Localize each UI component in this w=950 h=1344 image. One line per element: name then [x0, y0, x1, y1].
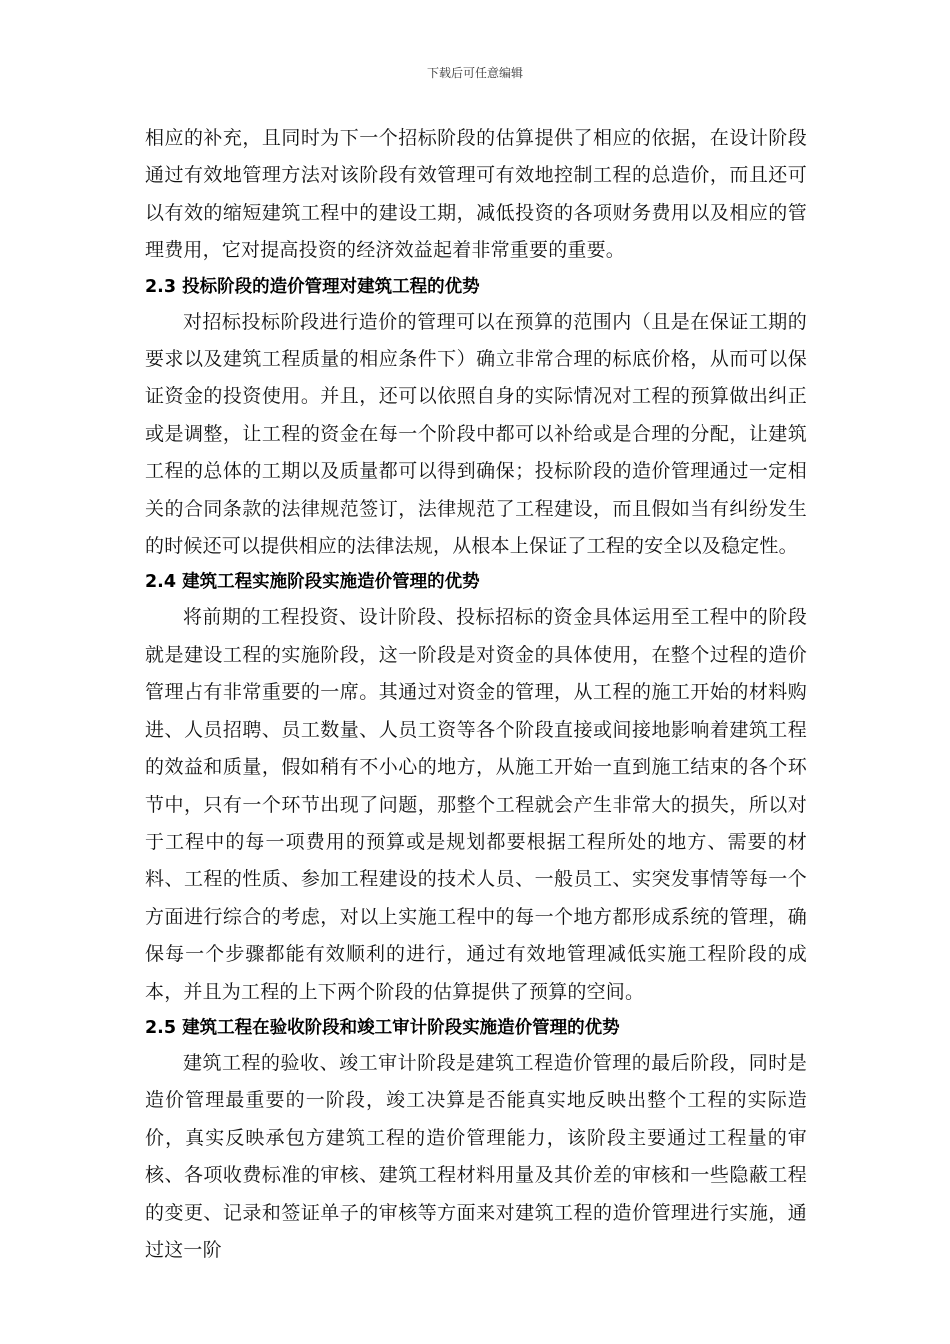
- intro-paragraph: 相应的补充，且同时为下一个招标阶段的估算提供了相应的依据，在设计阶段通过有效地管理方法对该阶段有效管理可有效地控制工程的总造价，而且还可以有效的缩短建筑工程中的建设工期，减低投资的各项财务费用以及相应的管理费用，它对提高投资的经济效益起着非常重要的重要。: [145, 127, 807, 262]
- section-heading-2-4: 2.4 建筑工程实施阶段实施造价管理的优势: [145, 572, 480, 593]
- document-body: [145, 120, 807, 1269]
- section-paragraph-2-4: 将前期的工程投资、设计阶段、投标招标的资金具体运用至工程中的阶段就是建设工程的实施阶段，这一阶段是对资金的具体使用，在整个过程的造价管理占有非常重要的一席。其通过对资金的管理，从工程的施工开始的材料购进、人员招聘、员工数量、人员工资等各个阶段直接或间接地影响着建筑工程的效益和质量，假如稍有不小心的地方，从施工开始一直到施工结束的各个环节中，只有一个环节出现了问题，那整个工程就会产生非常大的损失，所以对于工程中的每一项费用的预算或是规划都要根据工程所处的地方、需要的材料、工程的性质、参加工程建设的技术人员、一般员工、实突发事情等每一个方面进行综合的考虑，对以上实施工程中的每一个地方都形成系统的管理，确保每一个步骤都能有效顺利的进行，通过有效地管理减低实施工程阶段的成本，并且为工程的上下两个阶段的估算提供了预算的空间。: [145, 606, 807, 1003]
- page-header: 下载后可任意编辑: [426, 66, 523, 80]
- section-heading-2-5: 2.5 建筑工程在验收阶段和竣工审计阶段实施造价管理的优势: [145, 1017, 620, 1038]
- section-heading-2-3: 2.3 投标阶段的造价管理对建筑工程的优势: [145, 276, 480, 297]
- section-paragraph-2-3: 对招标投标阶段进行造价的管理可以在预算的范围内（且是在保证工期的要求以及建筑工程质量的相应条件下）确立非常合理的标底价格，从而可以保证资金的投资使用。并且，还可以依照自身的实际情况对工程的预算做出纠正或是调整，让工程的资金在每一个阶段中都可以补给或是合理的分配，让建筑工程的总体的工期以及质量都可以得到确保；投标阶段的造价管理通过一定相关的合同条款的法律规范签订，法律规范了工程建设，而且假如当有纠纷发生的时候还可以提供相应的法律法规，从根本上保证了工程的安全以及稳定性。: [145, 310, 807, 558]
- section-paragraph-2-5: 建筑工程的验收、竣工审计阶段是建筑工程造价管理的最后阶段，同时是造价管理最重要的一阶段，竣工决算是否能真实地反映出整个工程的实际造价，真实反映承包方建筑工程的造价管理能力，该阶段主要通过工程量的审核、各项收费标准的审核、建筑工程材料用量及其价差的审核和一些隐蔽工程的变更、记录和签证单子的审核等方面来对建筑工程的造价管理进行实施，通过这一阶: [145, 1051, 807, 1261]
